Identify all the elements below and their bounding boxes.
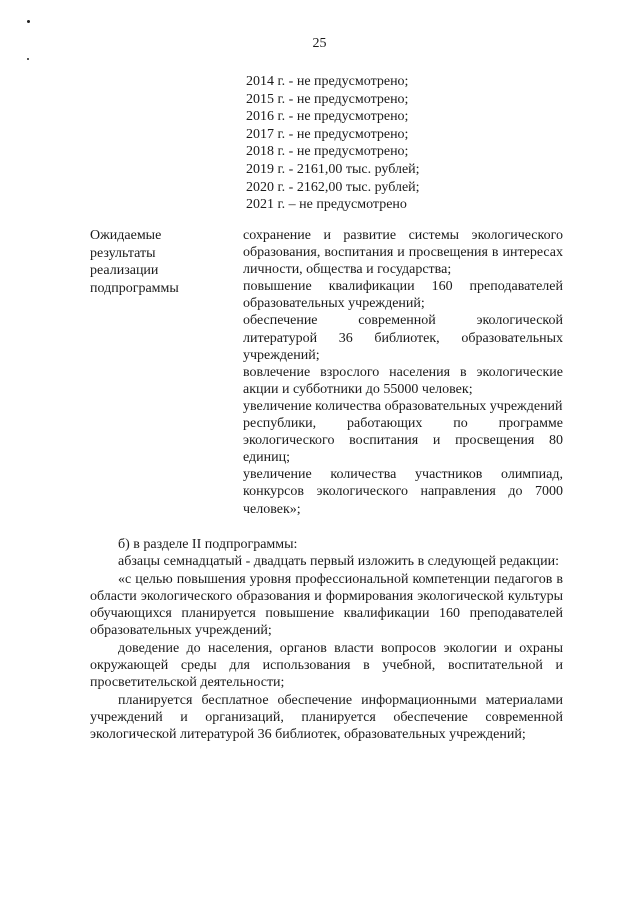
result-item: увеличение количества участников олимпиад, конкурсов экологического направления до 7000 человек»;: [243, 467, 563, 517]
results-label: [90, 227, 230, 297]
result-item: повышение квалификации 160 преподавателей образовательных учреждений;: [243, 279, 563, 312]
results-list: [243, 227, 563, 518]
funding-year-line: 2017 г. - не предусмотрено;: [246, 126, 409, 142]
funding-year-line: 2015 г. - не предусмотрено;: [246, 91, 409, 107]
results-label-line: Ожидаемые: [90, 228, 162, 243]
funding-year-line: 2020 г. - 2162,00 тыс. рублей;: [246, 179, 420, 195]
body-paragraph: «с целью повышения уровня профессиональной компетенции педагогов в области экологического образования и формирования экологической культуры обучающихся планируется повышение квалификации 160 преподавателей образовательных учреждений;: [90, 571, 563, 639]
funding-year-line: 2016 г. - не предусмотрено;: [246, 109, 409, 125]
funding-year-line: 2019 г. - 2161,00 тыс. рублей;: [246, 161, 420, 177]
scan-speck: [27, 58, 29, 60]
funding-list: [246, 73, 420, 214]
results-label-line: подпрограммы: [90, 280, 179, 296]
body-text: [90, 536, 563, 744]
funding-year-line: 2021 г. – не предусмотрено: [246, 197, 407, 213]
result-item: увеличение количества образовательных учреждений: [243, 398, 563, 414]
result-item: сохранение и развитие системы экологического образования, воспитания и просвещения в интересах личности, общества и государства;: [243, 228, 563, 278]
scan-speck: [27, 20, 30, 23]
body-paragraph: б) в разделе II подпрограммы:: [118, 537, 298, 552]
body-paragraph: абзацы семнадцатый - двадцать первый изложить в следующей редакции:: [118, 554, 560, 570]
page-number: 25: [312, 36, 327, 51]
body-paragraph: планируется бесплатное обеспечение информационными материалами учреждений и организаций, планируется обеспечение современной экологической литературой 36 библиотек, образовательных учреждений;: [90, 692, 563, 743]
results-label-line: реализации: [90, 263, 159, 278]
result-item: вовлечение взрослого населения в экологические акции и субботники до 55000 человек;: [243, 364, 563, 397]
result-item: обеспечение современной экологической литературой 36 библиотек, образовательных учреждений;: [243, 313, 563, 363]
results-label-line: результаты: [90, 245, 156, 261]
result-item: республики, работающих по программе экологического воспитания и просвещения 80 единиц;: [243, 416, 563, 466]
body-paragraph: доведение до населения, органов власти вопросов экологии и охраны окружающей среды для использования в учебной, воспитательной и просветительской деятельности;: [90, 640, 563, 691]
funding-year-line: 2014 г. - не предусмотрено;: [246, 74, 409, 89]
funding-year-line: 2018 г. - не предусмотрено;: [246, 144, 409, 160]
